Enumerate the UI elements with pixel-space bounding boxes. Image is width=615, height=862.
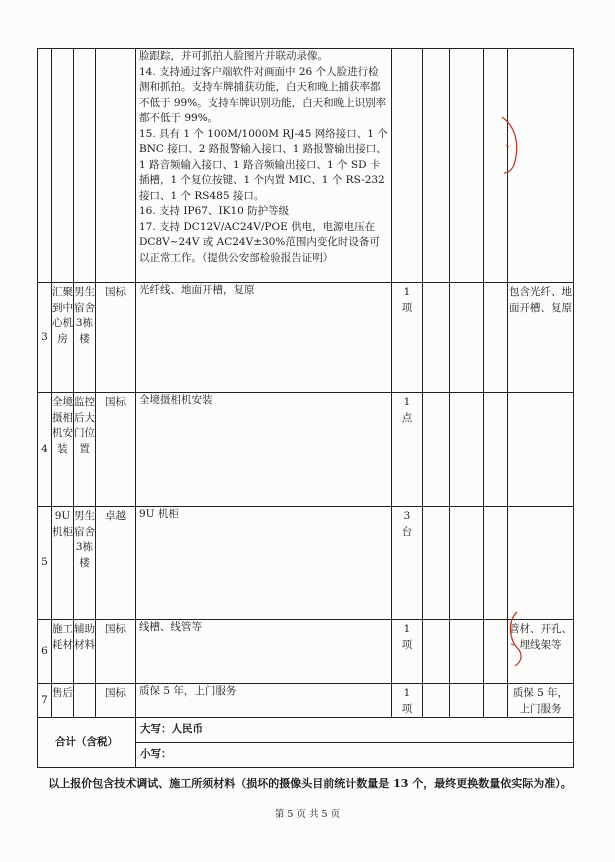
item-note: 包含光纤、地面开槽、复原 xyxy=(508,283,574,393)
item-name: 售后 xyxy=(52,684,74,718)
table-row xyxy=(38,283,574,393)
item-spec: 9U 机柜 xyxy=(136,507,392,620)
item-location: 男生宿舍3栋楼 xyxy=(74,283,96,393)
row-number: 7 xyxy=(38,684,52,718)
spec-cell xyxy=(136,49,392,283)
item-unit: 台 xyxy=(401,525,413,538)
table-row xyxy=(38,507,574,620)
row-number: 5 xyxy=(38,507,52,620)
item-location: 监控后大门位置 xyxy=(74,393,96,507)
table-row xyxy=(38,620,574,684)
row-number: 6 xyxy=(38,620,52,684)
item-spec: 光纤线、地面开槽，复原 xyxy=(136,283,392,393)
item-spec: 质保 5 年，上门服务 xyxy=(136,684,392,718)
page-number: 第 5 页 共 5 页 xyxy=(274,809,341,820)
quotation-table xyxy=(37,48,574,768)
total-lowercase: 小写： xyxy=(136,743,574,768)
item-spec: 全境摄相机安装 xyxy=(136,393,392,507)
item-name: 全境摄相机安装 xyxy=(52,393,74,507)
item-location: 辅助材料 xyxy=(74,620,96,684)
item-qty: 3 xyxy=(403,510,411,522)
item-note xyxy=(508,393,574,507)
item-qty-cell xyxy=(392,507,423,620)
item-brand: 国标 xyxy=(96,393,136,507)
spec-line: 16. 支持 IP67、IK10 防护等级 xyxy=(139,205,290,217)
item-brand: 国标 xyxy=(96,283,136,393)
item-name: 9U机柜 xyxy=(52,507,74,620)
item-note: 管材、开孔、埋线架等 xyxy=(508,620,574,684)
item-name: 施工耗材 xyxy=(52,620,74,684)
spec-line: 17. 支持 DC12V/AC24V/POE 供电，电源电压在 DC8V~24V 或 AC24V±30%范围内变化时设备可以正常工作。（提供公安部检验报告证明） xyxy=(139,220,380,264)
table-row xyxy=(38,684,574,718)
item-qty-cell xyxy=(392,283,423,393)
item-spec: 线槽、线管等 xyxy=(136,620,392,684)
spec-line: 脸跟踪，并可抓拍人脸图片并联动录像。 xyxy=(139,50,328,62)
item-unit: 项 xyxy=(401,301,413,314)
item-name: 汇聚到中心机房 xyxy=(52,283,74,393)
item-qty-cell xyxy=(392,684,423,718)
item-location xyxy=(74,684,96,718)
item-brand: 卓越 xyxy=(96,507,136,620)
item-qty: 1 xyxy=(403,286,411,298)
footer-note: 以上报价包含技术调试、施工所须材料（损坏的摄像头目前统计数量是 13 个，最终更换数量依实际为准）。 xyxy=(48,777,572,790)
table-row xyxy=(38,49,574,283)
row-number: 3 xyxy=(38,283,52,393)
item-brand: 国标 xyxy=(96,684,136,718)
item-unit: 项 xyxy=(401,702,413,715)
item-brand: 国标 xyxy=(96,620,136,684)
total-label: 合计（含税） xyxy=(38,718,136,768)
total-uppercase: 大写：人民币 xyxy=(136,718,574,743)
item-location: 男生宿舍3栋楼 xyxy=(74,507,96,620)
item-note xyxy=(508,507,574,620)
item-qty: 1 xyxy=(403,687,411,699)
spec-line: 14. 支持通过客户端软件对画面中 26 个人脸进行检测和抓拍。支持车牌捕获功能，白天和晚上捕获率都不低于 99%。支持车牌识别功能，白天和晚上识别率都不低于 99%。 xyxy=(139,65,387,124)
item-unit: 项 xyxy=(401,638,413,651)
row-number: 4 xyxy=(38,393,52,507)
item-unit: 点 xyxy=(401,411,413,424)
item-note: 质保 5 年，上门服务 xyxy=(508,684,574,718)
total-row xyxy=(38,718,574,743)
spec-line: 15. 具有 1 个 100M/1000M RJ-45 网络接口、1 个 BNC 接口、2 路报警输入接口、1 路报警输出接口、1 路音频输入接口、1 路音频输出接口、1 个 SD 卡插槽，1 个复位按键、1 个内置 MIC、1 个 RS-232 接口、1 个 RS485 接口。 xyxy=(139,127,388,202)
item-qty: 1 xyxy=(403,623,411,635)
item-qty: 1 xyxy=(403,396,411,408)
item-qty-cell xyxy=(392,393,423,507)
table-row xyxy=(38,393,574,507)
item-qty-cell xyxy=(392,620,423,684)
